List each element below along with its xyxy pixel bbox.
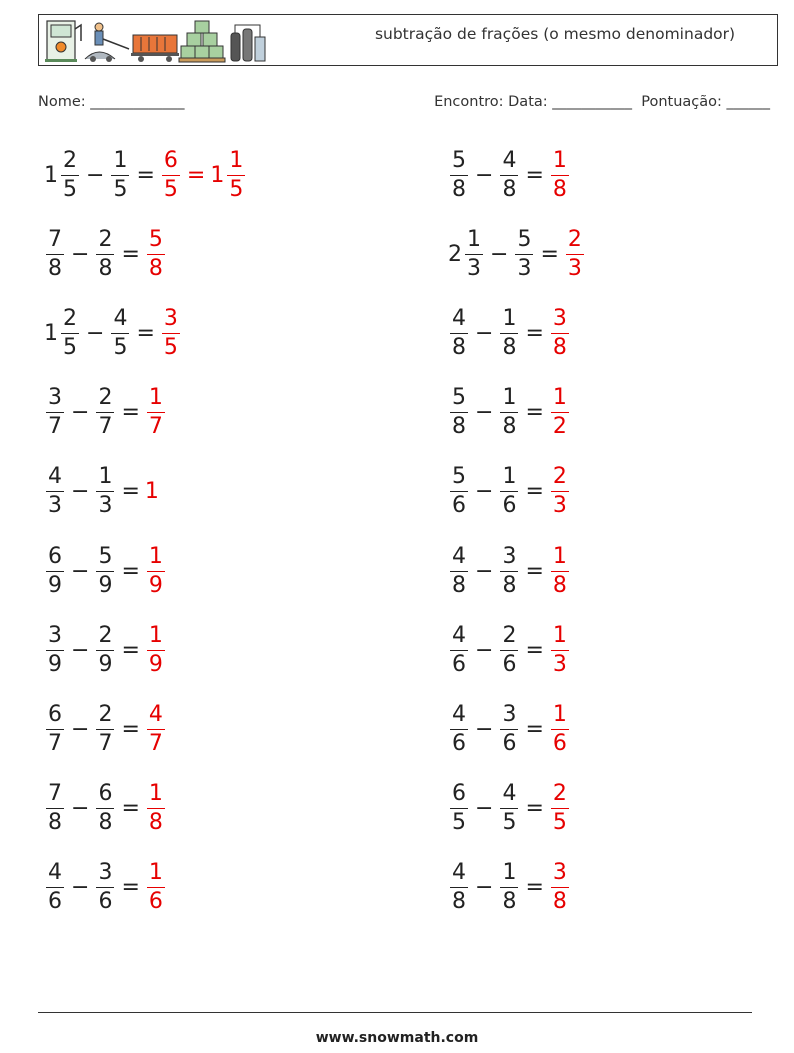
subtrahend-denominator: 8 [98, 255, 113, 281]
minuend-fraction [450, 623, 468, 678]
subtrahend-fraction [500, 860, 518, 915]
answer-denominator: 8 [552, 334, 567, 360]
problem-item [448, 378, 571, 448]
answer-fraction [551, 860, 569, 915]
minuend-denominator: 7 [48, 730, 62, 756]
minuend-fraction [46, 623, 64, 678]
answer-fraction [147, 544, 165, 599]
subtrahend-numerator: 5 [515, 227, 533, 255]
minus-sign: − [71, 558, 90, 584]
minuend-numerator: 4 [450, 306, 468, 334]
minuend-numerator: 7 [46, 781, 64, 809]
subtrahend-denominator: 5 [113, 176, 128, 202]
subtrahend-denominator: 8 [502, 176, 517, 202]
minuend-numerator: 3 [46, 623, 64, 651]
answer [145, 544, 167, 599]
minus-sign: − [71, 241, 90, 267]
subtrahend-denominator: 8 [502, 889, 517, 915]
minuend-whole: 1 [44, 320, 58, 346]
answer [145, 781, 167, 836]
minus-sign: − [475, 479, 494, 505]
equals-sign: = [121, 479, 140, 505]
gas-cylinders-icon [231, 25, 265, 61]
problem-item [448, 615, 571, 685]
equals-sign: = [525, 716, 544, 742]
answer-numerator: 3 [551, 860, 569, 888]
minuend-numerator: 5 [450, 464, 468, 492]
minuend-denominator: 9 [48, 651, 62, 677]
subtrahend-numerator: 5 [96, 544, 114, 572]
problem-item [448, 774, 571, 844]
answer-fraction [551, 464, 569, 519]
answer-numerator: 1 [551, 385, 569, 413]
minuend-fraction [450, 464, 468, 519]
minuend-numerator: 4 [450, 860, 468, 888]
minuend-denominator: 5 [452, 810, 466, 836]
answer-numerator: 1 [551, 544, 569, 572]
subtrahend-fraction [515, 227, 533, 282]
worksheet-header [38, 14, 778, 66]
answer [549, 781, 571, 836]
problem-item [448, 536, 571, 606]
answer-denominator: 5 [163, 334, 178, 360]
problem-item [44, 536, 167, 606]
answer-numerator: 1 [147, 623, 165, 651]
minus-sign: − [71, 479, 90, 505]
minuend-whole: 1 [44, 162, 58, 188]
answer-numerator: 3 [551, 306, 569, 334]
answer-fraction [162, 148, 180, 203]
answer-mixed-fraction [227, 148, 245, 203]
subtrahend-denominator: 6 [98, 889, 113, 915]
subtrahend-numerator: 1 [500, 385, 518, 413]
minuend-numerator: 4 [46, 860, 64, 888]
answer [145, 227, 167, 282]
subtrahend-fraction [96, 623, 114, 678]
minuend-fraction [450, 702, 468, 757]
equals-sign: = [525, 558, 544, 584]
equals-sign: = [540, 241, 559, 267]
subtrahend-numerator: 2 [500, 623, 518, 651]
answer-denominator: 3 [552, 493, 567, 519]
minuend-fraction [465, 227, 483, 282]
minuend-numerator: 2 [61, 306, 79, 334]
subtrahend-fraction [96, 702, 114, 757]
answer [145, 623, 167, 678]
equals-sign: = [121, 716, 140, 742]
minuend-denominator: 8 [452, 889, 466, 915]
subtrahend-denominator: 8 [502, 572, 517, 598]
subtrahend-denominator: 7 [98, 730, 113, 756]
minuend-fraction [450, 544, 468, 599]
subtrahend-fraction [500, 544, 518, 599]
answer-numerator: 5 [147, 227, 165, 255]
minuend-denominator: 7 [48, 414, 62, 440]
pallet-crates-icon [179, 21, 225, 62]
answer-denominator: 8 [552, 889, 567, 915]
subtrahend-fraction [111, 306, 129, 361]
minuend-fraction [450, 781, 468, 836]
minuend-denominator: 3 [48, 493, 62, 519]
answer-numerator: 6 [162, 148, 180, 176]
subtrahend-denominator: 3 [98, 493, 113, 519]
answer-fraction [551, 385, 569, 440]
subtrahend-denominator: 9 [98, 572, 113, 598]
minuend-numerator: 4 [450, 702, 468, 730]
subtrahend-numerator: 3 [500, 702, 518, 730]
subtrahend-denominator: 6 [502, 651, 517, 677]
minuend-numerator: 3 [46, 385, 64, 413]
minus-sign: − [475, 875, 494, 901]
equals-sign: = [525, 162, 544, 188]
subtrahend-numerator: 1 [111, 148, 129, 176]
problem-item [44, 615, 167, 685]
answer [549, 464, 571, 519]
answer-denominator: 3 [567, 255, 582, 281]
minuend-denominator: 6 [452, 493, 466, 519]
answer-fraction [551, 781, 569, 836]
minuend-denominator: 8 [48, 255, 62, 281]
subtrahend-denominator: 6 [502, 493, 517, 519]
subtrahend-fraction [96, 385, 114, 440]
subtrahend-numerator: 1 [96, 464, 114, 492]
minuend-fraction [450, 306, 468, 361]
answer-fraction [551, 702, 569, 757]
minus-sign: − [475, 400, 494, 426]
answer-fraction [147, 623, 165, 678]
answer-numerator: 2 [551, 464, 569, 492]
problem-item [44, 694, 167, 764]
equals-sign: = [121, 400, 140, 426]
answer [160, 306, 182, 361]
name-field-label: Nome: _____________ [38, 94, 185, 110]
minuend-numerator: 2 [61, 148, 79, 176]
subtrahend-fraction [500, 702, 518, 757]
answer [564, 227, 586, 282]
answer-fraction [147, 860, 165, 915]
subtrahend-denominator: 6 [502, 730, 517, 756]
fuel-pump-icon [45, 21, 81, 62]
date-score-label: Encontro: Data: ___________ Pontuação: ______ [434, 94, 770, 110]
problem-item [44, 298, 182, 368]
crane-worker-icon [85, 23, 129, 62]
subtrahend-numerator: 3 [96, 860, 114, 888]
minus-sign: − [475, 162, 494, 188]
subtrahend-denominator: 7 [98, 414, 113, 440]
answer-numerator: 2 [551, 781, 569, 809]
minuend-denominator: 8 [452, 334, 466, 360]
answer-denominator: 6 [148, 889, 163, 915]
minuend-fraction [46, 464, 64, 519]
answer [549, 148, 571, 203]
answer-fraction [147, 227, 165, 282]
minus-sign: − [475, 637, 494, 663]
subtrahend-fraction [500, 781, 518, 836]
subtrahend-denominator: 9 [98, 651, 113, 677]
minus-sign: − [475, 320, 494, 346]
equals-sign: = [525, 875, 544, 901]
answer-denominator: 9 [148, 572, 163, 598]
minuend-denominator: 8 [48, 810, 62, 836]
equals-sign: = [525, 637, 544, 663]
subtrahend-numerator: 2 [96, 385, 114, 413]
problem-item [448, 457, 571, 527]
minuend-fraction [61, 306, 79, 361]
subtrahend-numerator: 1 [500, 464, 518, 492]
subtrahend-fraction [96, 464, 114, 519]
minuend-denominator: 6 [48, 889, 62, 915]
minuend-numerator: 1 [465, 227, 483, 255]
subtrahend-numerator: 6 [96, 781, 114, 809]
answer-numerator: 1 [551, 623, 569, 651]
answer-fraction [551, 544, 569, 599]
minuend-fraction [46, 702, 64, 757]
equals-sign: = [136, 320, 155, 346]
answer [145, 385, 167, 440]
minus-sign: − [71, 400, 90, 426]
answer-numerator: 1 [147, 860, 165, 888]
answer-whole: 1 [144, 479, 159, 505]
problem-item [44, 853, 167, 923]
minuend-fraction [46, 860, 64, 915]
problem-item [448, 298, 571, 368]
problem-item [44, 219, 167, 289]
answer [549, 702, 571, 757]
answer-numerator: 1 [551, 702, 569, 730]
subtrahend-fraction [500, 464, 518, 519]
minuend-numerator: 4 [450, 623, 468, 651]
subtrahend-numerator: 2 [96, 227, 114, 255]
answer-numerator: 1 [147, 385, 165, 413]
answer-denominator: 8 [552, 176, 567, 202]
minuend-numerator: 7 [46, 227, 64, 255]
answer-denominator: 5 [163, 176, 178, 202]
answer-denominator: 8 [148, 255, 163, 281]
subtrahend-fraction [96, 781, 114, 836]
equals-sign: = [121, 875, 140, 901]
minuend-numerator: 4 [450, 544, 468, 572]
minus-sign: − [71, 875, 90, 901]
subtrahend-denominator: 5 [113, 334, 128, 360]
minuend-fraction [46, 385, 64, 440]
minuend-denominator: 5 [63, 176, 77, 202]
equals-sign: = [525, 796, 544, 822]
subtrahend-denominator: 5 [502, 810, 517, 836]
footer-divider [38, 1012, 752, 1013]
subtrahend-denominator: 8 [502, 414, 517, 440]
problem-item [448, 140, 571, 210]
problem-item [448, 694, 571, 764]
subtrahend-numerator: 4 [500, 781, 518, 809]
answer [549, 385, 571, 440]
subtrahend-numerator: 4 [111, 306, 129, 334]
answer [160, 148, 247, 203]
minuend-denominator: 6 [452, 651, 466, 677]
minuend-denominator: 5 [63, 334, 77, 360]
minuend-denominator: 3 [467, 255, 481, 281]
answer-denominator: 7 [148, 414, 163, 440]
minuend-fraction [450, 860, 468, 915]
minuend-numerator: 6 [450, 781, 468, 809]
problem-item [44, 140, 247, 210]
minus-sign: − [86, 162, 105, 188]
answer-numerator: 4 [147, 702, 165, 730]
answer [145, 479, 160, 504]
minus-sign: − [475, 558, 494, 584]
minuend-denominator: 9 [48, 572, 62, 598]
answer-denominator: 7 [148, 730, 163, 756]
answer-denominator: 6 [552, 730, 567, 756]
minus-sign: − [71, 637, 90, 663]
minus-sign: − [71, 796, 90, 822]
answer [145, 702, 167, 757]
answer [549, 306, 571, 361]
subtrahend-fraction [500, 385, 518, 440]
answer-denominator: 5 [552, 810, 567, 836]
answer-denominator: 9 [148, 651, 163, 677]
minus-sign: − [71, 716, 90, 742]
equals-sign: = [121, 637, 140, 663]
answer-fraction [147, 385, 165, 440]
subtrahend-fraction [111, 148, 129, 203]
equals-sign: = [121, 796, 140, 822]
answer-numerator: 2 [566, 227, 584, 255]
problem-item [44, 457, 160, 527]
minuend-fraction [46, 781, 64, 836]
answer-numerator: 1 [551, 148, 569, 176]
subtrahend-numerator: 1 [500, 860, 518, 888]
minuend-numerator: 5 [450, 148, 468, 176]
answer-numerator: 1 [147, 781, 165, 809]
minuend-numerator: 4 [46, 464, 64, 492]
equals-sign: = [121, 241, 140, 267]
minus-sign: − [86, 320, 105, 346]
minus-sign: − [475, 796, 494, 822]
subtrahend-fraction [500, 623, 518, 678]
answer-numerator: 1 [147, 544, 165, 572]
equals-sign: = [525, 479, 544, 505]
equals-sign: = [525, 320, 544, 346]
subtrahend-fraction [96, 544, 114, 599]
answer [549, 623, 571, 678]
problem-item [44, 774, 167, 844]
answer [549, 544, 571, 599]
minuend-denominator: 8 [452, 176, 466, 202]
answer-mixed-numerator: 1 [227, 148, 245, 176]
answer-denominator: 8 [552, 572, 567, 598]
minuend-numerator: 5 [450, 385, 468, 413]
answer [145, 860, 167, 915]
answer-denominator: 3 [552, 651, 567, 677]
answer-mixed-denominator: 5 [229, 176, 244, 202]
answer-fraction [566, 227, 584, 282]
answer-fraction [162, 306, 180, 361]
header-illustration [45, 19, 267, 63]
minuend-denominator: 8 [452, 414, 466, 440]
answer-denominator: 8 [148, 810, 163, 836]
freight-wagon-icon [131, 35, 179, 62]
subtrahend-fraction [96, 860, 114, 915]
minus-sign: − [475, 716, 494, 742]
minuend-denominator: 6 [452, 730, 466, 756]
equals-sign: = [525, 400, 544, 426]
subtrahend-fraction [96, 227, 114, 282]
answer-fraction [147, 702, 165, 757]
equals-sign: = [121, 558, 140, 584]
subtrahend-numerator: 2 [96, 623, 114, 651]
answer-denominator: 2 [552, 414, 567, 440]
minus-sign: − [490, 241, 509, 267]
answer-fraction [551, 306, 569, 361]
minuend-fraction [450, 385, 468, 440]
answer [549, 860, 571, 915]
minuend-numerator: 6 [46, 702, 64, 730]
minuend-fraction [450, 148, 468, 203]
subtrahend-denominator: 8 [98, 810, 113, 836]
subtrahend-denominator: 3 [517, 255, 532, 281]
answer-equals-sign: = [186, 162, 206, 188]
problem-item [44, 378, 167, 448]
answer-mixed-whole: 1 [210, 162, 225, 188]
answer-fraction [551, 623, 569, 678]
minuend-numerator: 6 [46, 544, 64, 572]
problem-item [448, 853, 571, 923]
minuend-whole: 2 [448, 241, 462, 267]
minuend-fraction [61, 148, 79, 203]
problem-item [448, 219, 586, 289]
subtrahend-numerator: 4 [500, 148, 518, 176]
footer-website: www.snowmath.com [315, 1030, 479, 1046]
subtrahend-numerator: 1 [500, 306, 518, 334]
minuend-fraction [46, 227, 64, 282]
minuend-denominator: 8 [452, 572, 466, 598]
answer-fraction [147, 781, 165, 836]
equals-sign: = [136, 162, 155, 188]
minuend-fraction [46, 544, 64, 599]
answer-fraction [551, 148, 569, 203]
worksheet-title: subtração de frações (o mesmo denominador) [374, 25, 736, 43]
subtrahend-numerator: 3 [500, 544, 518, 572]
subtrahend-denominator: 8 [502, 334, 517, 360]
subtrahend-fraction [500, 306, 518, 361]
subtrahend-fraction [500, 148, 518, 203]
subtrahend-numerator: 2 [96, 702, 114, 730]
answer-numerator: 3 [162, 306, 180, 334]
